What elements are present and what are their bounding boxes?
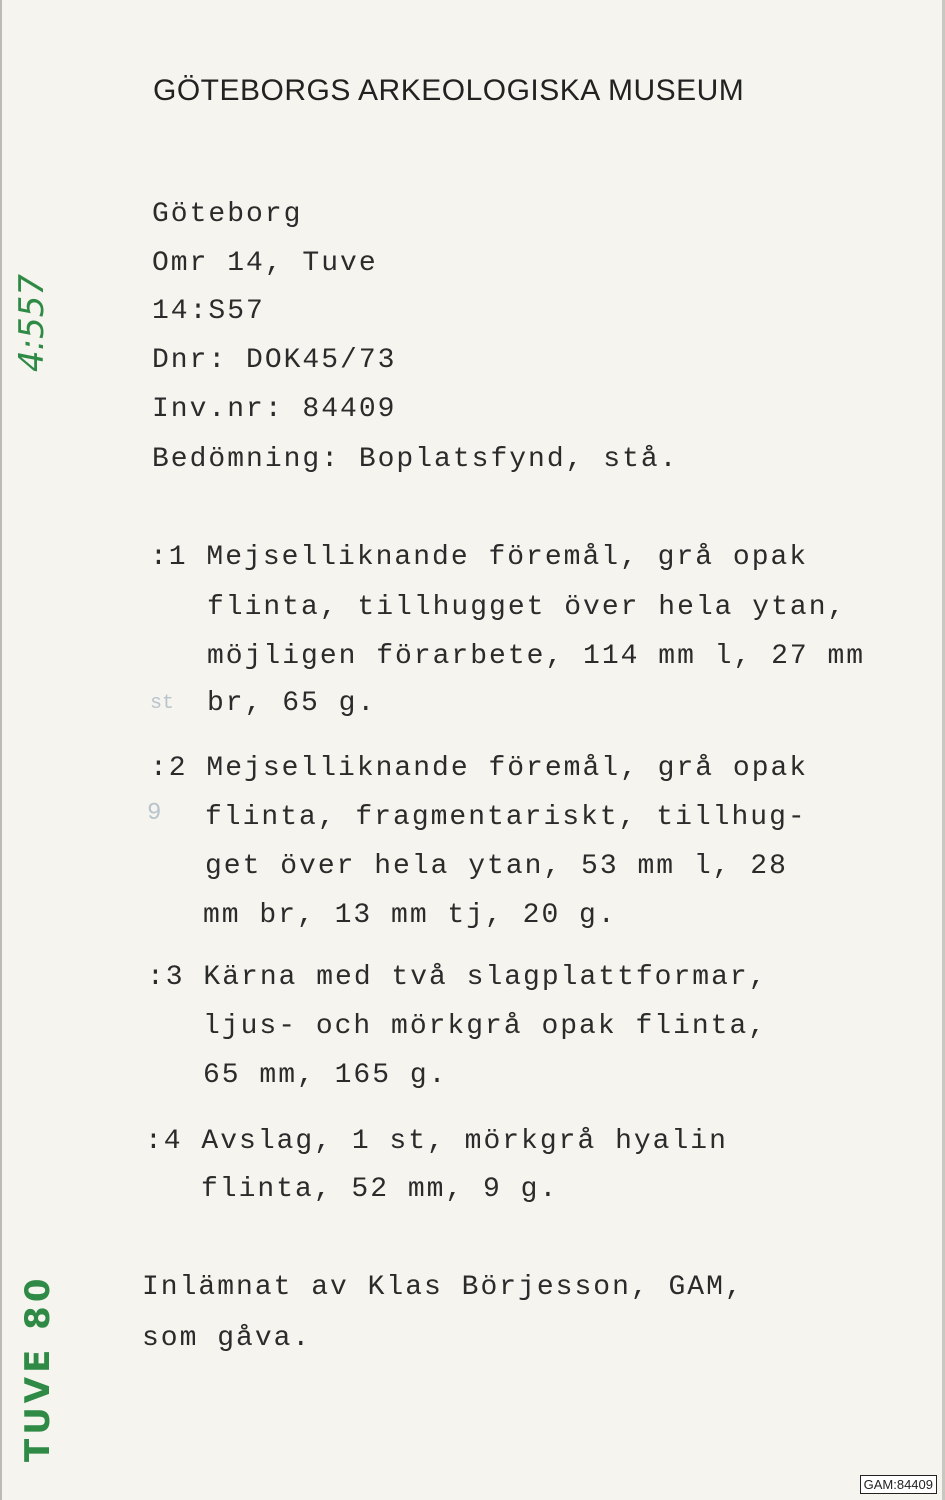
meta-line-invnr: Inv.nr: 84409 (152, 394, 397, 425)
item-1-line-4: br, 65 g. (207, 688, 377, 719)
footer-line-1: Inlämnat av Klas Börjesson, GAM, (142, 1272, 744, 1303)
item-4-line-1: :4 Avslag, 1 st, mörkgrå hyalin (145, 1126, 728, 1157)
meta-line-area: Omr 14, Tuve (152, 248, 378, 279)
item-4-line-2: flinta, 52 mm, 9 g. (201, 1174, 559, 1205)
handwritten-tuve-80: TUVE 80 (18, 1274, 58, 1462)
meta-line-assessment: Bedömning: Boplatsfynd, stå. (152, 444, 679, 475)
item-1-line-1: :1 Mejselliknande föremål, grå opak (150, 542, 809, 573)
meta-line-dnr: Dnr: DOK45/73 (152, 345, 397, 376)
item-3-line-3: 65 mm, 165 g. (203, 1060, 448, 1091)
meta-line-site: 14:S57 (152, 296, 265, 327)
faint-margin-mark-9: 9 (147, 800, 162, 827)
footer-line-2: som gåva. (142, 1323, 312, 1354)
item-2-line-2: flinta, fragmentariskt, tillhug- (205, 802, 807, 833)
item-2-line-3: get över hela ytan, 53 mm l, 28 (205, 851, 788, 882)
item-2-line-1: :2 Mejselliknande föremål, grå opak (150, 753, 809, 784)
catalog-stamp: GAM:84409 (860, 1475, 937, 1494)
item-2-line-4: mm br, 13 mm tj, 20 g. (203, 900, 617, 931)
item-3-line-2: ljus- och mörkgrå opak flinta, (203, 1011, 768, 1042)
museum-header: GÖTEBORGS ARKEOLOGISKA MUSEUM (153, 74, 745, 107)
item-1-line-3: möjligen förarbete, 114 mm l, 27 mm (207, 641, 866, 672)
faint-margin-mark-st: st (150, 692, 175, 715)
meta-line-place: Göteborg (152, 199, 303, 230)
item-3-line-1: :3 Kärna med två slagplattformar, (147, 962, 768, 993)
handwritten-site-number: 4:557 (12, 274, 52, 372)
item-1-line-2: flinta, tillhugget över hela ytan, (207, 592, 847, 623)
